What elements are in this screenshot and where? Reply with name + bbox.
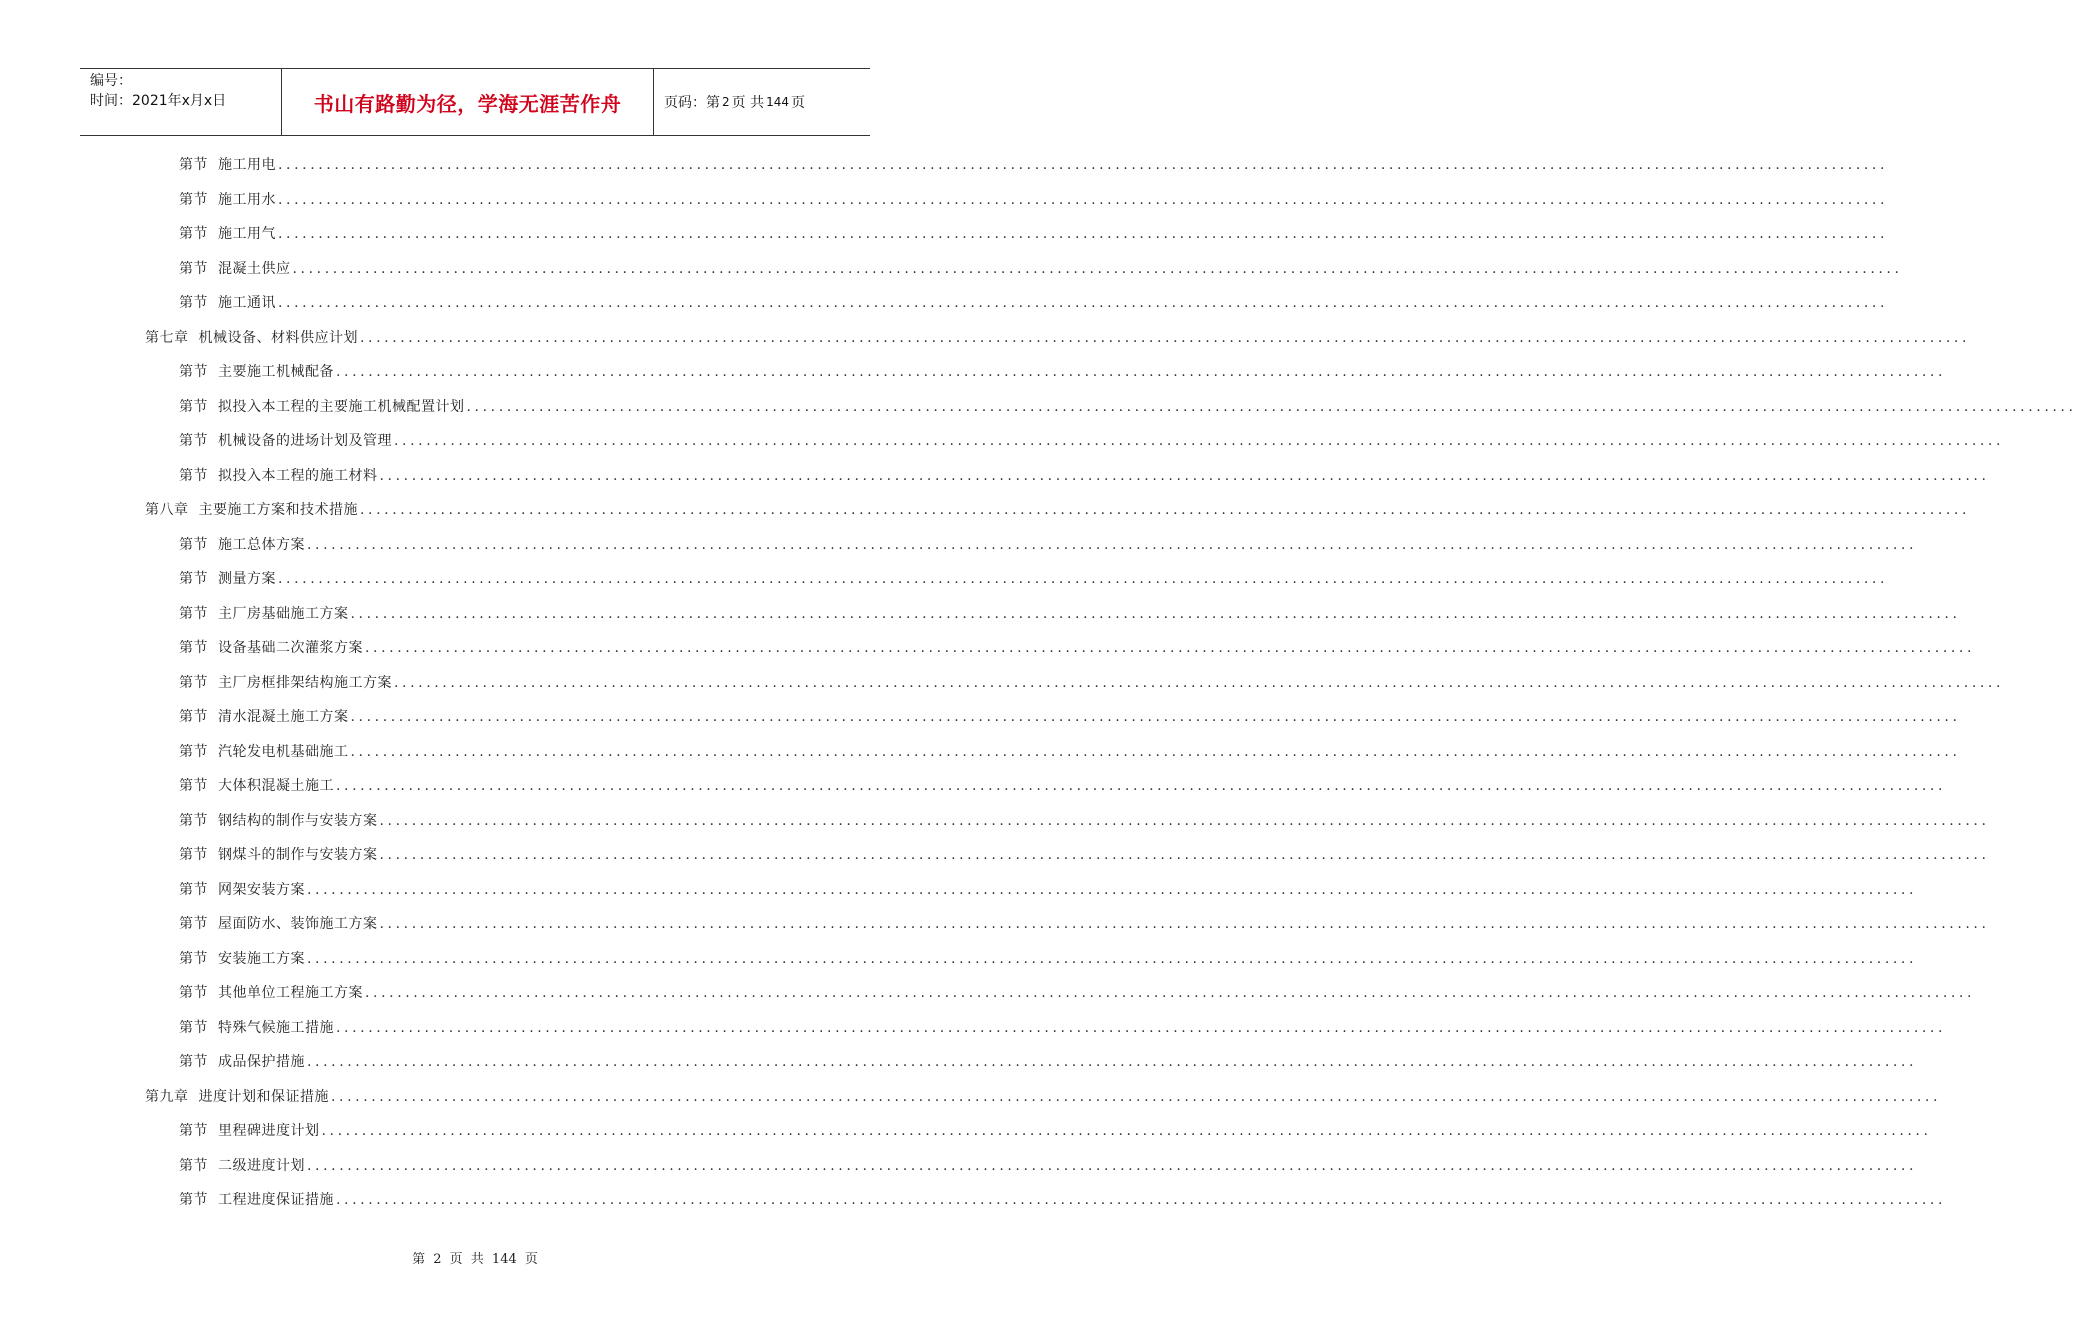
header-meta-cell: [80, 69, 282, 135]
toc-entry-title: 施工用电: [218, 157, 276, 173]
toc-entry-label: [179, 466, 378, 486]
toc-section-entry: [179, 1018, 1947, 1038]
toc-entry-title: 安装施工方案: [218, 950, 305, 967]
toc-section-entry: [179, 1052, 1918, 1072]
toc-dot-leader: ........................................................................................................................................................................................................: [379, 812, 1990, 829]
toc-entry-title: 混凝土供应: [218, 260, 291, 277]
toc-entry-title: 设备基础二次灌浆方案: [218, 640, 363, 656]
toc-dot-leader: ........................................................................................................................................................................................................: [278, 571, 1889, 587]
toc-entry-label: [179, 259, 291, 279]
toc-entry-prefix: 第节: [179, 433, 208, 449]
header-page-number: [654, 69, 870, 135]
date-label: 时间：: [90, 93, 132, 109]
toc-chapter-entry: [145, 500, 1971, 520]
page-current: 2: [722, 95, 730, 109]
toc-entry-prefix: 第节: [179, 812, 208, 829]
toc-entry-prefix: 第节: [179, 467, 208, 484]
toc-entry-label: [179, 1018, 334, 1038]
toc-entry-prefix: 第节: [179, 571, 208, 587]
toc-section-entry: [179, 466, 1990, 486]
toc-entry-prefix: 第节: [179, 985, 208, 1001]
toc-entry-prefix: 第节: [179, 916, 208, 932]
toc-entry-label: [145, 328, 358, 348]
toc-dot-leader: ........................................................................................................................................................................................................: [278, 295, 1889, 311]
toc-dot-leader: ........................................................................................................................................................................................................: [336, 1019, 1947, 1036]
toc-section-entry: [179, 983, 1976, 1003]
toc-entry-title: 里程碑进度计划: [218, 1123, 320, 1139]
toc-entry-prefix: 第节: [179, 778, 208, 794]
toc-dot-leader: ........................................................................................................................................................................................................: [307, 950, 1918, 967]
toc-entry-prefix: 第节: [179, 260, 208, 277]
toc-entry-prefix: 第节: [179, 950, 208, 967]
toc-section-entry: [179, 431, 2005, 451]
page-prefix: 页码：第: [664, 95, 720, 111]
toc-section-entry: [179, 362, 1947, 382]
toc-entry-label: [179, 949, 305, 969]
toc-dot-leader: ........................................................................................................................................................................................................: [379, 467, 1990, 484]
toc-entry-prefix: 第七章: [145, 329, 189, 346]
toc-entry-label: [179, 707, 349, 727]
toc-dot-leader: ........................................................................................................................................................................................................: [331, 1088, 1942, 1105]
toc-section-entry: [179, 1121, 1932, 1141]
toc-dot-leader: ........................................................................................................................................................................................................: [350, 709, 1961, 725]
page-footer: 第 2 页 共 144 页: [412, 1252, 538, 1267]
toc-dot-leader: ........................................................................................................................................................................................................: [307, 881, 1918, 898]
toc-section-entry: [179, 155, 1889, 175]
toc-entry-prefix: 第节: [179, 674, 208, 691]
toc-section-entry: [179, 880, 1918, 900]
toc-dot-leader: ........................................................................................................................................................................................................: [321, 1123, 1932, 1139]
toc-entry-title: 施工总体方案: [218, 536, 305, 553]
toc-entry-label: [179, 880, 305, 900]
toc-section-entry: [179, 776, 1947, 796]
toc-entry-label: [179, 1156, 305, 1176]
number-label: 编号：: [90, 73, 132, 89]
toc-entry-prefix: 第节: [179, 881, 208, 898]
toc-entry-prefix: 第节: [179, 709, 208, 725]
page-header: [80, 68, 870, 136]
toc-section-entry: [179, 1190, 1947, 1210]
toc-entry-title: 钢煤斗的制作与安装方案: [218, 847, 378, 863]
date-line: [90, 91, 281, 111]
toc-entry-title: 汽轮发电机基础施工: [218, 743, 349, 760]
toc-dot-leader: ........................................................................................................................................................................................................: [307, 1054, 1918, 1070]
toc-section-entry: [179, 638, 1976, 658]
toc-entry-label: [145, 500, 358, 520]
toc-entry-label: [179, 569, 276, 589]
toc-dot-leader: ........................................................................................................................................................................................................: [278, 191, 1889, 208]
toc-entry-label: [145, 1087, 329, 1107]
toc-entry-title: 施工通讯: [218, 295, 276, 311]
toc-entry-label: [179, 914, 378, 934]
toc-entry-label: [179, 397, 465, 417]
toc-section-entry: [179, 293, 1889, 313]
toc-dot-leader: ........................................................................................................................................................................................................: [336, 778, 1947, 794]
toc-section-entry: [179, 569, 1889, 589]
toc-dot-leader: ........................................................................................................................................................................................................: [379, 916, 1990, 932]
toc-entry-title: 钢结构的制作与安装方案: [218, 812, 378, 829]
toc-entry-label: [179, 224, 276, 244]
toc-dot-leader: ........................................................................................................................................................................................................: [307, 1157, 1918, 1174]
toc-entry-title: 施工用气: [218, 226, 276, 242]
toc-section-entry: [179, 190, 1889, 210]
toc-section-entry: [179, 535, 1918, 555]
page-suffix: 页: [791, 95, 805, 111]
toc-entry-label: [179, 190, 276, 210]
toc-entry-title: 工程进度保证措施: [218, 1192, 334, 1208]
toc-entry-prefix: 第节: [179, 157, 208, 173]
toc-entry-prefix: 第节: [179, 1157, 208, 1174]
toc-entry-title: 测量方案: [218, 571, 276, 587]
toc-chapter-entry: [145, 328, 1971, 348]
toc-entry-title: 大体积混凝土施工: [218, 778, 334, 794]
toc-dot-leader: ........................................................................................................................................................................................................: [394, 674, 2005, 691]
toc-entry-title: 主厂房基础施工方案: [218, 605, 349, 622]
toc-entry-label: [179, 983, 363, 1003]
toc-entry-title: 屋面防水、装饰施工方案: [218, 916, 378, 932]
toc-entry-label: [179, 776, 334, 796]
page-mid: 页 共: [731, 95, 765, 111]
toc-entry-prefix: 第节: [179, 1123, 208, 1139]
toc-entry-title: 进度计划和保证措施: [198, 1088, 329, 1105]
toc-dot-leader: ........................................................................................................................................................................................................: [365, 985, 1976, 1001]
toc-entry-prefix: 第节: [179, 191, 208, 208]
toc-dot-leader: ........................................................................................................................................................................................................: [394, 433, 2005, 449]
toc-section-entry: [179, 742, 1961, 762]
toc-entry-prefix: 第节: [179, 605, 208, 622]
toc-dot-leader: ........................................................................................................................................................................................................: [466, 398, 2077, 415]
toc-entry-prefix: 第节: [179, 1054, 208, 1070]
toc-entry-prefix: 第节: [179, 1019, 208, 1036]
toc-entry-prefix: 第节: [179, 743, 208, 760]
toc-entry-prefix: 第八章: [145, 502, 189, 518]
toc-dot-leader: ........................................................................................................................................................................................................: [360, 329, 1971, 346]
toc-entry-prefix: 第节: [179, 847, 208, 863]
toc-chapter-entry: [145, 1087, 1942, 1107]
toc-section-entry: [179, 811, 1990, 831]
toc-entry-label: [179, 845, 378, 865]
toc-entry-title: 其他单位工程施工方案: [218, 985, 363, 1001]
toc-entry-title: 清水混凝土施工方案: [218, 709, 349, 725]
toc-dot-leader: ........................................................................................................................................................................................................: [336, 1192, 1947, 1208]
toc-entry-title: 拟投入本工程的主要施工机械配置计划: [218, 398, 465, 415]
toc-entry-title: 主要施工机械配备: [218, 364, 334, 380]
toc-entry-label: [179, 673, 392, 693]
toc-section-entry: [179, 845, 1990, 865]
toc-section-entry: [179, 707, 1961, 727]
toc-dot-leader: ........................................................................................................................................................................................................: [292, 260, 1903, 277]
toc-entry-prefix: 第节: [179, 226, 208, 242]
toc-section-entry: [179, 914, 1990, 934]
toc-entry-label: [179, 155, 276, 175]
toc-section-entry: [179, 673, 2005, 693]
toc-dot-leader: ........................................................................................................................................................................................................: [350, 743, 1961, 760]
toc-entry-title: 机械设备的进场计划及管理: [218, 433, 392, 449]
toc-entry-label: [179, 293, 276, 313]
toc-entry-label: [179, 1190, 334, 1210]
toc-entry-prefix: 第节: [179, 295, 208, 311]
toc-entry-title: 特殊气候施工措施: [218, 1019, 334, 1036]
toc-dot-leader: ........................................................................................................................................................................................................: [307, 536, 1918, 553]
header-motto: 书山有路勤为径，学海无涯苦作舟: [282, 69, 654, 135]
toc-entry-title: 施工用水: [218, 191, 276, 208]
toc-entry-label: [179, 535, 305, 555]
toc-entry-label: [179, 604, 349, 624]
toc-dot-leader: ........................................................................................................................................................................................................: [278, 226, 1889, 242]
toc-entry-label: [179, 811, 378, 831]
toc-section-entry: [179, 1156, 1918, 1176]
date-value: 2021年x月x日: [132, 93, 227, 109]
toc-dot-leader: ........................................................................................................................................................................................................: [350, 605, 1961, 622]
page-total: 144: [766, 95, 789, 109]
toc-entry-title: 机械设备、材料供应计划: [198, 329, 358, 346]
toc-section-entry: [179, 604, 1961, 624]
toc-entry-prefix: 第九章: [145, 1088, 189, 1105]
toc-entry-title: 主厂房框排架结构施工方案: [218, 674, 392, 691]
toc-entry-title: 拟投入本工程的施工材料: [218, 467, 378, 484]
toc-entry-title: 主要施工方案和技术措施: [198, 502, 358, 518]
toc-section-entry: [179, 949, 1918, 969]
toc-entry-label: [179, 1121, 320, 1141]
toc-dot-leader: ........................................................................................................................................................................................................: [379, 847, 1990, 863]
toc-entry-title: 成品保护措施: [218, 1054, 305, 1070]
toc-entry-label: [179, 431, 392, 451]
toc-entry-prefix: 第节: [179, 640, 208, 656]
toc-dot-leader: ........................................................................................................................................................................................................: [278, 157, 1889, 173]
toc-entry-prefix: 第节: [179, 364, 208, 380]
toc-entry-label: [179, 1052, 305, 1072]
toc-section-entry: [179, 224, 1889, 244]
toc-entry-label: [179, 638, 363, 658]
toc-entry-prefix: 第节: [179, 536, 208, 553]
toc-section-entry: [179, 259, 1903, 279]
toc-dot-leader: ........................................................................................................................................................................................................: [365, 640, 1976, 656]
toc-entry-prefix: 第节: [179, 398, 208, 415]
toc-dot-leader: ........................................................................................................................................................................................................: [360, 502, 1971, 518]
toc-entry-title: 二级进度计划: [218, 1157, 305, 1174]
toc-dot-leader: ........................................................................................................................................................................................................: [336, 364, 1947, 380]
toc-entry-title: 网架安装方案: [218, 881, 305, 898]
toc-entry-label: [179, 742, 349, 762]
toc-section-entry: [179, 397, 2077, 417]
toc-entry-label: [179, 362, 334, 382]
toc-entry-prefix: 第节: [179, 1192, 208, 1208]
